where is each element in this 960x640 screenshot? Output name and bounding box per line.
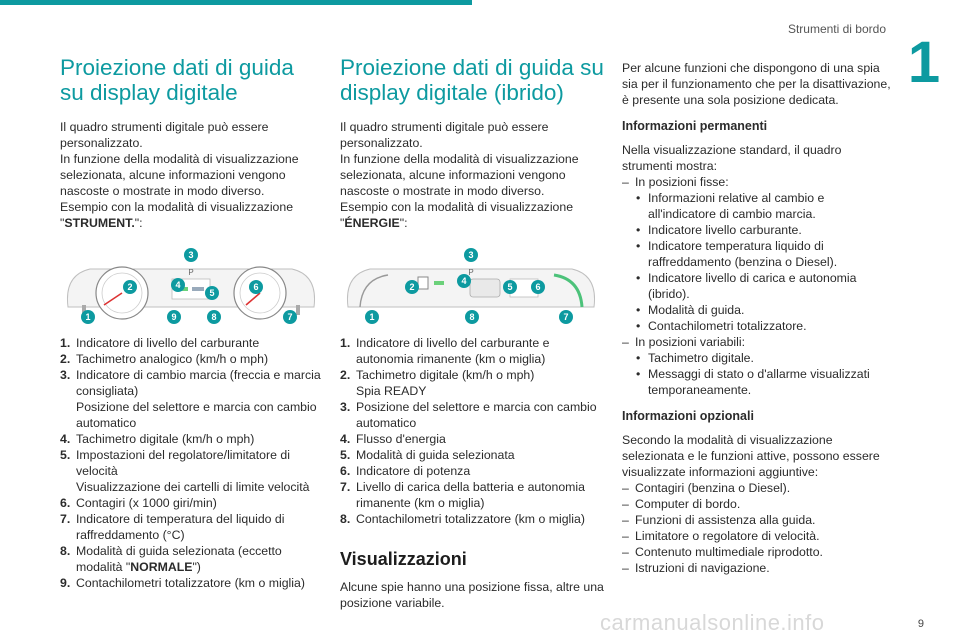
svg-text:2: 2: [127, 282, 133, 292]
list-item: – Contenuto multimediale riprodotto.: [622, 545, 823, 559]
callout-6: [249, 280, 263, 294]
list-item: • Informazioni relative al cambio e all'indicatore di cambio marcia.: [636, 191, 825, 221]
intro-1: Il quadro strumenti digitale può essere personalizzato.: [340, 120, 549, 150]
legend-item: 7. Livello di carica della batteria e autonomia rimanente (km o miglia): [340, 480, 585, 510]
intro-3: Esempio con la modalità di visualizzazione "ÉNERGIE":: [340, 200, 574, 230]
legend-item: 8. Contachilometri totalizzatore (km o miglia): [340, 512, 585, 526]
legend-item: 3. Posizione del selettore e marcia con cambio automatico: [340, 400, 597, 430]
legend-item: 1. Indicatore di livello del carburante: [60, 336, 260, 350]
callout-4: [457, 274, 471, 288]
legend-item: 3. Indicatore di cambio marcia (freccia e marcia consigliata) Posizione del selettore e marcia con cambio automatico: [60, 368, 321, 430]
legend-list-2: [340, 335, 604, 527]
callout-3: [464, 248, 478, 262]
list-item: • Indicatore livello di carica e autonomia (ibrido).: [636, 271, 857, 301]
legend-item: 8. Modalità di guida selezionata (eccetto modalità "NORMALE"): [60, 544, 282, 574]
callout-6: [531, 280, 545, 294]
legend-item: 2. Tachimetro analogico (km/h o mph): [60, 352, 269, 366]
legend-item: 5. Modalità di guida selezionata: [340, 448, 515, 462]
watermark: carmanualsonline.info: [600, 610, 825, 635]
callout-3: [184, 248, 198, 262]
column-2-title: Proiezione dati di guida su display digitale (ibrido): [340, 55, 604, 105]
col3-intro: Per alcune funzioni che dispongono di una spia sia per il funzionamento che per la disattivazione, è presente una sola posizione dedicata.: [622, 61, 891, 107]
intro-1: Il quadro strumenti digitale può essere personalizzato.: [60, 120, 269, 150]
column-1: [60, 55, 322, 591]
svg-text:3: 3: [188, 250, 194, 260]
svg-text:8: 8: [469, 312, 475, 322]
intro-2: In funzione della modalità di visualizzazione selezionata, alcune informazioni vengono nascoste o mostrate in modo diverso.: [340, 152, 579, 198]
chapter-number: 1: [907, 30, 941, 95]
callout-5: [205, 286, 219, 300]
instrument-cluster-illustration: [60, 245, 322, 325]
variable-positions-label: – In posizioni variabili:: [622, 335, 746, 349]
visualizzazioni-text: Alcune spie hanno una posizione fissa, altre una posizione variabile.: [340, 580, 604, 610]
column-2: [340, 55, 604, 617]
list-item: – Funzioni di assistenza alla guida.: [622, 513, 816, 527]
svg-text:5: 5: [507, 282, 513, 292]
svg-text:2: 2: [409, 282, 415, 292]
callout-8: [465, 310, 479, 324]
intro-2: In funzione della modalità di visualizzazione selezionata, alcune informazioni vengono nascoste o mostrate in modo diverso.: [60, 152, 299, 198]
list-item: • Indicatore temperatura liquido di raffreddamento (benzina o Diesel).: [636, 239, 838, 269]
callout-7: [559, 310, 573, 324]
legend-list-1: [60, 335, 322, 591]
legend-item: 2. Tachimetro digitale (km/h o mph) Spia READY: [340, 368, 535, 398]
permanent-info-heading: Informazioni permanenti: [622, 119, 768, 133]
legend-item: 6. Indicatore di potenza: [340, 464, 471, 478]
svg-text:3: 3: [468, 250, 474, 260]
callout-2: [123, 280, 137, 294]
svg-text:8: 8: [211, 312, 217, 322]
callout-9: [167, 310, 181, 324]
header-accent-bar: [0, 0, 472, 5]
list-item: • Messaggi di stato o d'allarme visualizzati temporaneamente.: [636, 367, 870, 397]
intro-3: Esempio con la modalità di visualizzazione "STRUMENT.":: [60, 200, 294, 230]
svg-text:4: 4: [175, 280, 181, 290]
list-item: – Limitatore o regolatore di velocità.: [622, 529, 820, 543]
list-item: – Istruzioni di navigazione.: [622, 561, 770, 575]
svg-text:6: 6: [535, 282, 541, 292]
svg-text:9: 9: [171, 312, 177, 322]
column-3: [622, 60, 892, 576]
legend-item: 5. Impostazioni del regolatore/limitatore di velocità Visualizzazione dei cartelli di limite velocità: [60, 448, 310, 494]
list-item: • Indicatore livello carburante.: [636, 223, 802, 237]
svg-text:1: 1: [85, 312, 91, 322]
list-item: – Computer di bordo.: [622, 497, 741, 511]
section-title: Strumenti di bordo: [787, 22, 886, 36]
callout-7: [283, 310, 297, 324]
list-item: • Tachimetro digitale.: [636, 351, 754, 365]
callout-5: [503, 280, 517, 294]
legend-item: 4. Flusso d'energia: [340, 432, 446, 446]
legend-item: 9. Contachilometri totalizzatore (km o miglia): [60, 576, 305, 590]
svg-text:6: 6: [253, 282, 259, 292]
list-item: • Contachilometri totalizzatore.: [636, 319, 807, 333]
callout-1: [81, 310, 95, 324]
list-item: • Modalità di guida.: [636, 303, 745, 317]
fixed-positions-label: – In posizioni fisse:: [622, 175, 729, 189]
svg-text:1: 1: [369, 312, 375, 322]
permanent-intro: Nella visualizzazione standard, il quadro strumenti mostra:: [622, 143, 842, 173]
hybrid-cluster-illustration: [340, 245, 602, 325]
cluster-gear-label: P: [188, 268, 194, 277]
cluster-gear-label: P: [468, 268, 474, 277]
callout-4: [171, 278, 185, 292]
svg-text:7: 7: [287, 312, 293, 322]
legend-item: 6. Contagiri (x 1000 giri/min): [60, 496, 217, 510]
legend-item: 4. Tachimetro digitale (km/h o mph): [60, 432, 255, 446]
callout-1: [365, 310, 379, 324]
svg-text:4: 4: [461, 276, 467, 286]
optional-intro: Secondo la modalità di visualizzazione selezionata e le funzioni attive, possono essere visualizzate informazioni aggiuntive:: [622, 433, 880, 479]
page-number: 9: [917, 618, 924, 630]
list-item: – Contagiri (benzina o Diesel).: [622, 481, 791, 495]
visualizzazioni-heading: Visualizzazioni: [340, 549, 467, 569]
column-1-title: Proiezione dati di guida su display digitale: [60, 55, 294, 105]
svg-text:5: 5: [209, 288, 215, 298]
legend-item: 7. Indicatore di temperatura del liquido di raffreddamento (°C): [60, 512, 285, 542]
optional-info-heading: Informazioni opzionali: [622, 409, 754, 423]
svg-text:7: 7: [563, 312, 569, 322]
callout-2: [405, 280, 419, 294]
legend-item: 1. Indicatore di livello del carburante e autonomia rimanente (km o miglia): [340, 336, 550, 366]
callout-8: [207, 310, 221, 324]
